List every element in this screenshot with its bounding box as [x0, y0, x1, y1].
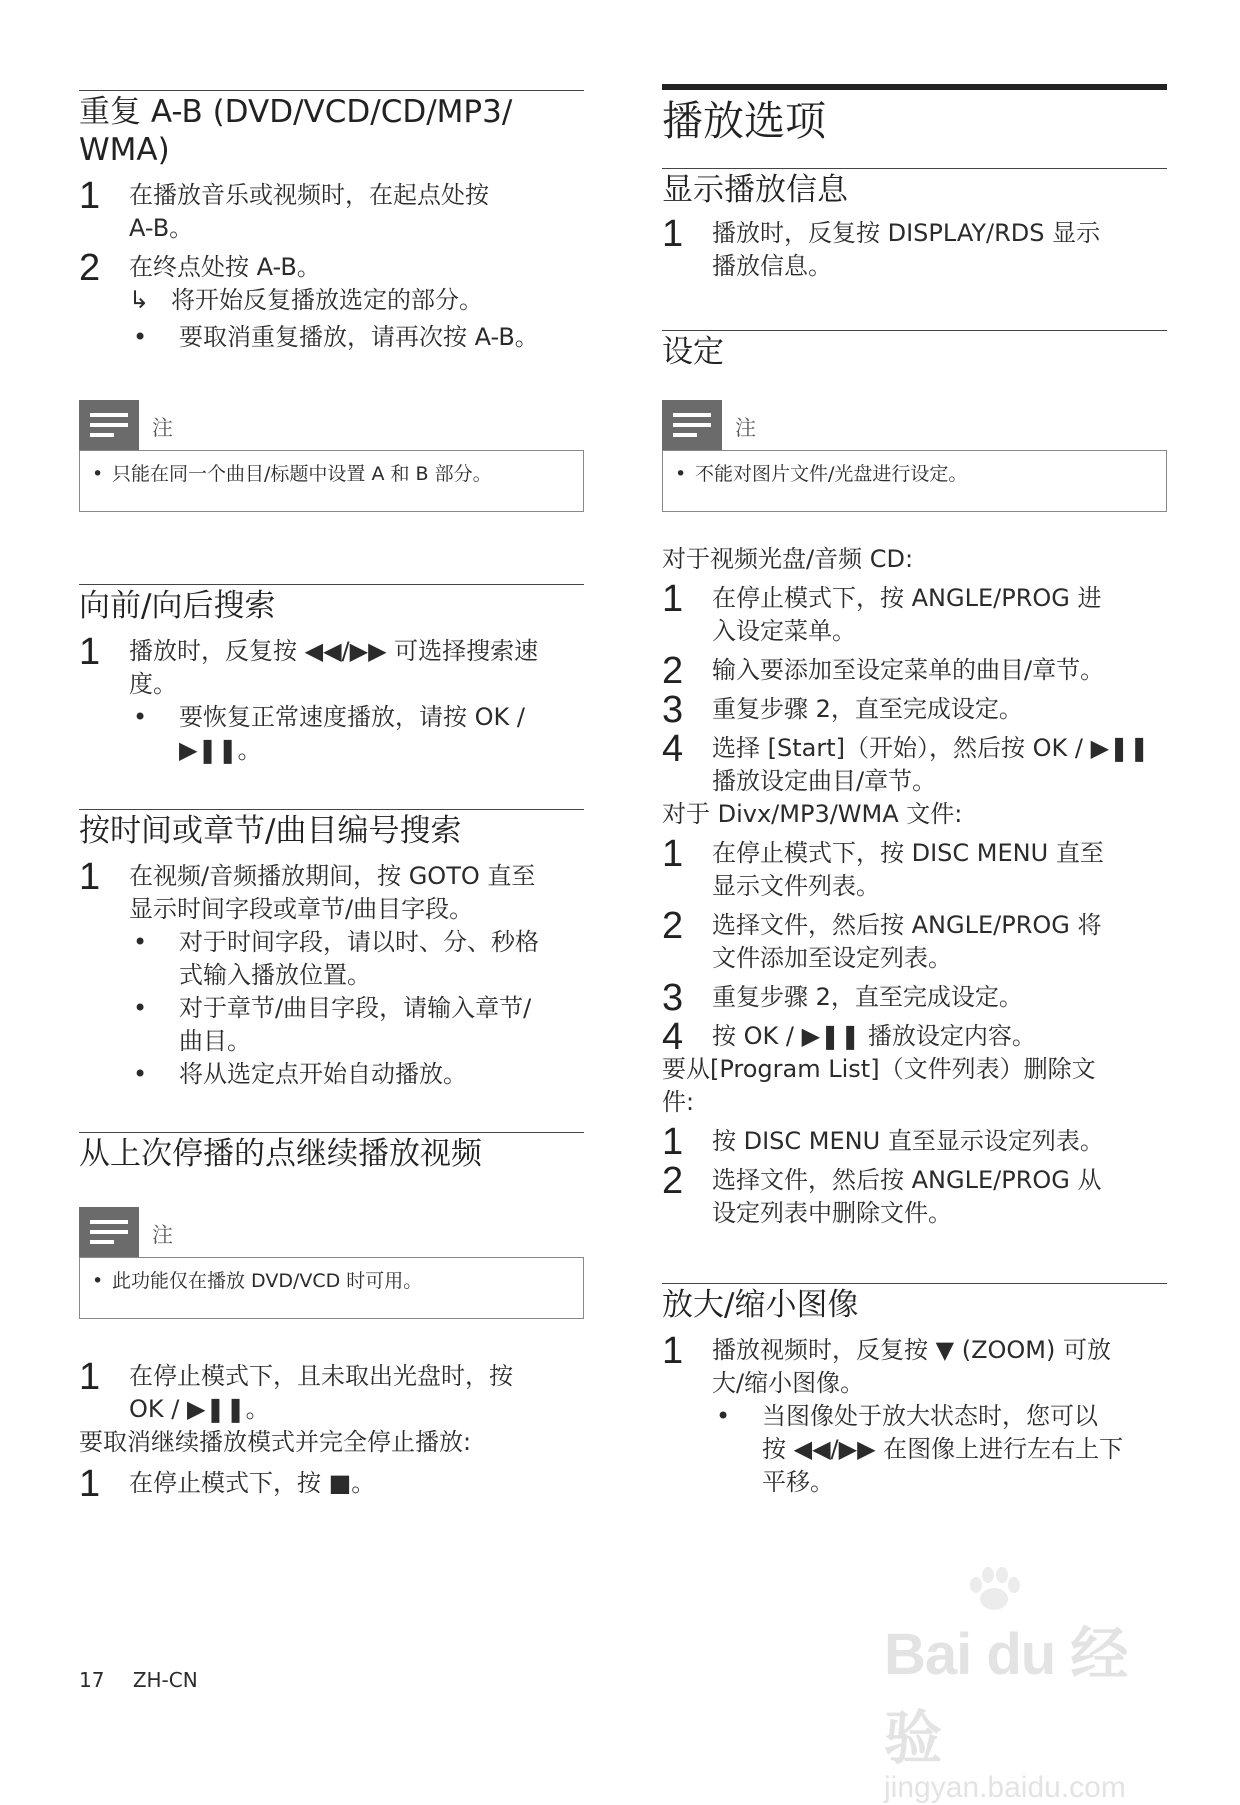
note-box-program: [662, 400, 1167, 512]
result-line: ↳ 将开始反复播放选定的部分。: [79, 284, 584, 317]
note-body: • 只能在同一个曲目/标题中设置 A 和 B 部分。: [79, 450, 584, 512]
step-3: 3 重复步骤 2，直至完成设定。: [662, 977, 1023, 1019]
watermark-url: jingyan.baidu.com: [884, 1771, 1126, 1804]
delete-label: 要从[Program List]（文件列表）删除文 件:: [662, 1055, 1096, 1116]
paw-icon: [954, 1565, 1034, 1615]
step-1: 1 在播放音乐或视频时，在起点处按 A-B。: [79, 175, 489, 242]
note-body: • 此功能仅在播放 DVD/VCD 时可用。: [79, 1257, 584, 1319]
step-1: 1 按 DISC MENU 直至显示设定列表。: [662, 1121, 1104, 1163]
section-title-repeat-ab: 重复 A-B (DVD/VCD/CD/MP3/ WMA): [79, 94, 513, 168]
section-title-search: 向前/向后搜索: [79, 588, 276, 624]
page-title: 播放选项: [662, 97, 826, 145]
note-box-resume: [79, 1207, 584, 1319]
step-1: 1 在停止模式下，按 ■。: [79, 1463, 376, 1505]
step-3: 3 重复步骤 2，直至完成设定。: [662, 689, 1023, 731]
watermark-logo: Bai du 经验: [884, 1622, 1128, 1771]
baidu-watermark: [884, 1595, 1174, 1804]
step-1: 1 播放时，反复按 ◀◀/▶▶ 可选择搜索速 度。: [79, 631, 539, 698]
section-zoom: [662, 1283, 1167, 1499]
section-title-resume: 从上次停播的点继续播放视频: [79, 1136, 482, 1172]
step-1: 1 在停止模式下，按 DISC MENU 直至 显示文件列表。: [662, 833, 1104, 900]
section-title-goto: 按时间或章节/曲目编号搜索: [79, 813, 462, 849]
section-title-zoom: 放大/缩小图像: [662, 1287, 859, 1323]
step-1: 1 在视频/音频播放期间，按 GOTO 直至 显示时间字段或章节/曲目字段。: [79, 856, 536, 923]
step-2: 2 输入要添加至设定菜单的曲目/章节。: [662, 650, 1105, 692]
note-label: 注: [735, 416, 756, 440]
result-arrow-icon: ↳: [129, 286, 150, 314]
divx-label: 对于 Divx/MP3/WMA 文件:: [662, 800, 963, 828]
chapter-header: [662, 84, 1167, 146]
resume-steps: [79, 1356, 584, 1505]
bullet-item: • 对于章节/曲目字段，请输入章节/ 曲目。: [133, 994, 532, 1055]
cd-label: 对于视频光盘/音频 CD:: [662, 545, 914, 573]
section-search: [79, 584, 584, 767]
section-title-program: 设定: [662, 334, 724, 370]
note-body: • 不能对图片文件/光盘进行设定。: [662, 450, 1167, 512]
note-icon: [79, 1207, 139, 1257]
program-steps: [662, 543, 1167, 1230]
language-code: ZH-CN: [132, 1668, 198, 1692]
step-1: 1 在停止模式下，且未取出光盘时，按 OK / ▶❚❚。: [79, 1356, 513, 1423]
bullet-item: • 对于时间字段，请以时、分、秒格 式输入播放位置。: [133, 928, 539, 989]
section-display: [662, 168, 1167, 283]
step-1: 1 播放视频时，反复按 ▼ (ZOOM) 可放 大/缩小图像。: [662, 1330, 1111, 1397]
step-1: 1 在停止模式下，按 ANGLE/PROG 进 入设定菜单。: [662, 578, 1102, 645]
section-title-display: 显示播放信息: [662, 172, 848, 208]
section-resume: [79, 1132, 584, 1173]
step-2: 2 选择文件，然后按 ANGLE/PROG 从 设定列表中删除文件。: [662, 1160, 1102, 1227]
bullet-item: • 要恢复正常速度播放，请按 OK / ▶❚❚。: [133, 703, 525, 764]
cancel-resume-label: 要取消继续播放模式并完全停止播放:: [79, 1428, 472, 1456]
step-2: 2 在终点处按 A-B。: [79, 247, 321, 289]
page-number: 17: [79, 1668, 105, 1692]
bullet-item: • 当图像处于放大状态时，您可以 按 ◀◀/▶▶ 在图像上进行左右上下 平移。: [716, 1402, 1124, 1496]
step-4: 4 按 OK / ▶❚❚ 播放设定内容。: [662, 1016, 1036, 1058]
page-footer: [79, 1668, 198, 1692]
note-icon: [662, 400, 722, 450]
step-2: 2 选择文件，然后按 ANGLE/PROG 将 文件添加至设定列表。: [662, 905, 1102, 972]
section-goto: [79, 809, 584, 1091]
section-repeat-ab: [79, 90, 584, 354]
note-label: 注: [152, 1223, 173, 1247]
step-1: 1 播放时，反复按 DISPLAY/RDS 显示 播放信息。: [662, 213, 1101, 280]
bullet-item: • 要取消重复播放，请再次按 A-B。: [133, 323, 539, 351]
bullet-item: • 将从选定点开始自动播放。: [133, 1060, 467, 1088]
note-icon: [79, 400, 139, 450]
note-box-ab: [79, 400, 584, 512]
note-label: 注: [152, 416, 173, 440]
section-program: [662, 330, 1167, 371]
step-4: 4 选择 [Start]（开始），然后按 OK / ▶❚❚ 播放设定曲目/章节。: [662, 728, 1150, 795]
